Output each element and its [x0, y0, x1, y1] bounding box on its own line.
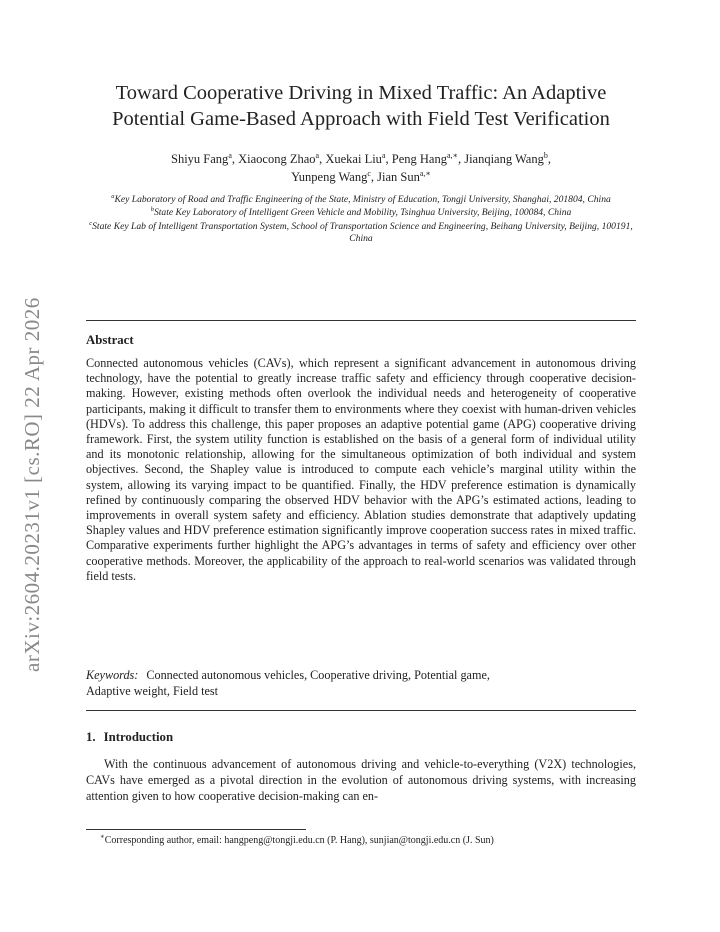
section-heading [86, 730, 173, 745]
affiliation: $^a$Key Laboratory of Road and Traffic Engineering of the State, Ministry of Education, Tongji University, Shanghai, 201804, China [111, 192, 611, 205]
author: Jian Sun$^{a,∗}$ [377, 168, 431, 184]
affiliation: $^b$State Key Laboratory of Intelligent Green Vehicle and Mobility, Tsinghua University, Beijing, 100084, China [150, 206, 572, 219]
footnote-rule [86, 829, 306, 830]
author: Yunpeng Wang$^c$, [291, 168, 378, 184]
keywords [86, 667, 636, 699]
author: Jianqiang Wang$^b$, [464, 150, 551, 166]
author: Xuekai Liu$^a$, [325, 150, 392, 166]
author: Shiyu Fang$^a$, [171, 150, 239, 166]
arxiv-identifier: arXiv:2604.20231v1 [cs.RO] 22 Apr 2026 [20, 297, 44, 672]
keywords-label: Keywords: [86, 668, 139, 682]
footnote [86, 834, 650, 847]
title-line-2: Potential Game-Based Approach with Field Test Verification [112, 108, 610, 130]
author: Xiaocong Zhao$^a$, [238, 150, 326, 166]
author: Peng Hang$^{a,∗}$, [391, 150, 465, 166]
section-title: Introduction [103, 730, 174, 744]
keywords-line-1: Connected autonomous vehicles, Cooperative driving, Potential game, [146, 668, 490, 682]
abstract-heading: Abstract [86, 333, 134, 347]
introduction-paragraph: With the continuous advancement of autonomous driving and vehicle-to-everything (V2X) technologies, CAVs have emerged as a pivotal direction in the evolution of autonomous driving systems, with increasing attention given to how cooperative decision-making can en- [86, 757, 636, 803]
paper-title [86, 80, 636, 132]
title-line-1: Toward Cooperative Driving in Mixed Traffic: An Adaptive [115, 82, 607, 104]
abstract-body: Connected autonomous vehicles (CAVs), which represent a significant advancement in autonomous driving technology, have the potential to greatly increase traffic safety and efficiency through cooperative decision-making. However, existing methods often overlook the individual needs and heterogeneity of cooperative participants, making it difficult to transfer them to environments where they coexist with human-driven vehicles (HDVs). To address this challenge, this paper proposes an adaptive potential game (APG) cooperative driving framework. First, the system utility function is established on the basis of a general form of individual utility and its monotonic relationship, allowing for the simultaneous optimization of both individual and system objectives. Second, the Shapley value is introduced to compute each vehicle’s marginal utility within the system, allowing its varying impact to be quantified. Finally, the HDV preference estimation is dynamically refined by continuously comparing the observed HDV behavior with the APG’s estimated actions, leading to improvements in overall system safety and efficiency. Ablation studies demonstrate that adaptively updating Shapley values and HDV preference estimation significantly improve cooperation success rates in mixed traffic. Comparative experiments further highlight the APG’s advantages in terms of safety and efficiency over other cooperative methods. Moreover, the applicability of the approach to real-world scenarios was validated through field tests. [86, 356, 636, 583]
section-number: 1. [86, 730, 96, 744]
footnote-text: Corresponding author, email: hangpeng@tongji.edu.cn (P. Hang), sunjian@tongji.edu.cn (J. Sun) [104, 835, 494, 846]
footnote-mark: ∗ [100, 832, 105, 841]
abstract-bottom-rule [86, 710, 636, 711]
keywords-line-2: Adaptive weight, Field test [86, 684, 219, 698]
abstract-top-rule [86, 320, 636, 321]
affiliation: $^c$State Key Lab of Intelligent Transportation System, School of Transportation Science and Engineering, Beihang University, Beijing, 100191, China [89, 219, 633, 244]
author-list [86, 150, 636, 186]
affiliation-list [86, 194, 636, 246]
